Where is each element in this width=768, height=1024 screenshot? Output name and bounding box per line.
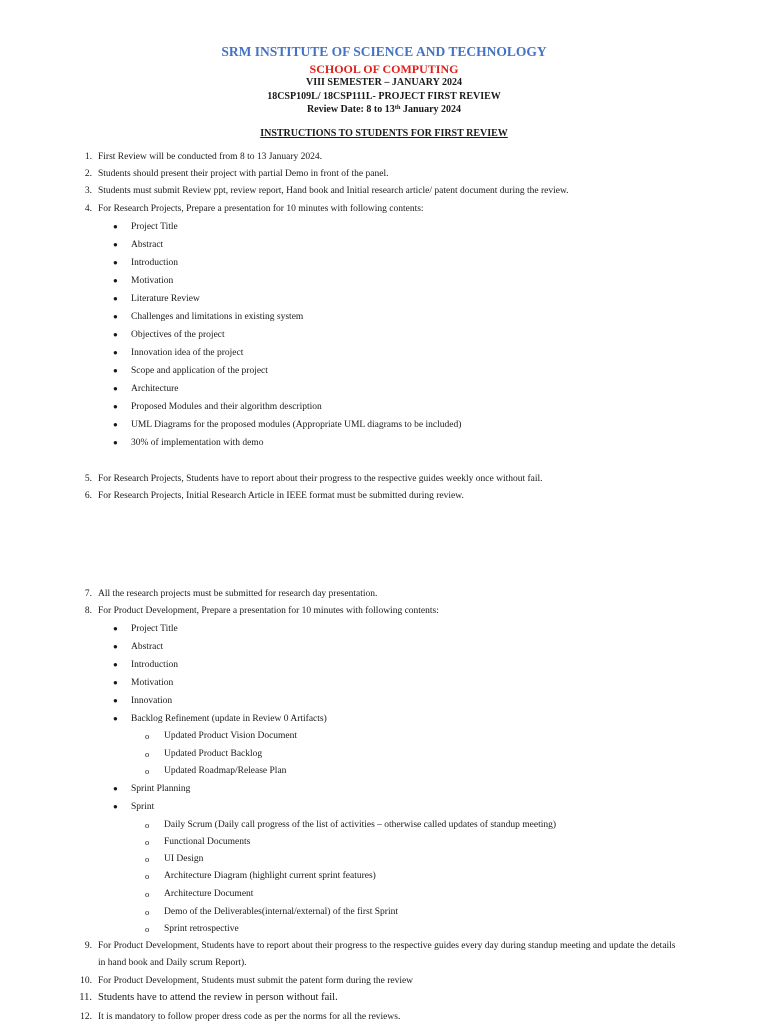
document-page: SRM INSTITUTE OF SCIENCE AND TECHNOLOGY SCHOOL OF COMPUTING VIII SEMESTER – JANUARY 2024 18CSP109L/ 18CSP111L- PROJECT FIRST REVIEW Review Date: 8 to 13th January 2024 INSTRUCTIONS TO STUDENTS FOR FIRST REVIEW 1. First Review will be conducted from 8 to 13 January 2024. 2. Students should present their project with partial Demo in front of the panel. 3. Students must submit Review ppt, review report, Hand book and Initial research article/ patent document during the review. 4. For Research Projects, Prepare a presentation for 10 minutes with following contents: ● Project Title ● Abstract ● Introduction ● Motivation ● Literature Review ● Challenges and limitations in existing system ● Objectives of the project ● Innovation idea of the project ● Scope and application of the project ● Architecture ● Proposed Modules and their algorithm description ● UML Diagrams for the proposed modules (Appropriate UML diagrams to be included) ● 30% of implementation with demo 5. For Research Projects, Students have to report about their progress to the respective guides weekly once without fail. 6. For Research Projects, Initial Research Article in IEEE format must be submitted during review. 7. All the research projects must be submitted for research day presentation. 8. For Product Development, Prepare a presentation for 10 minutes with following contents: ● Project Title ● Abstract ● Introduction ● Motivation ● Innovation ● Backlog Refinement (update in Review 0 Artifacts) o Updated Product Vision Document o Updated Product Backlog o Updated Roadmap/Release Plan ● Sprint Planning ● Sprint o Daily Scrum (Daily call progress of the list of activities – otherwise called updates of standup meeting) o Functional Documents o UI Design o Architecture Diagram (highlight current sprint features) o Architecture Document o Demo of the Deliverables(internal/external) of the first Sprint o Sprint retrospective 9. For Product Development, Students have to report about their progress to the respective guides every day during standup meeting and update the details in hand book and Daily scrum Report). 10. For Product Development, Students must submit the patent form during the review 11. Students have to attend the review in person without fail. 12. It is mandatory to follow proper dress code as per the norms for all the reviews. — [0, 0, 768, 1024]
review-date: Review Date: 8 to 13th January 2024 — [306, 104, 462, 115]
semester-line: VIII SEMESTER – JANUARY 2024 — [306, 77, 462, 88]
school-title: SCHOOL OF COMPUTING — [309, 62, 459, 76]
institution-title: SRM INSTITUTE OF SCIENCE AND TECHNOLOGY — [221, 44, 547, 59]
instructions-heading: INSTRUCTIONS TO STUDENTS FOR FIRST REVIEW — [260, 128, 508, 139]
course-line: 18CSP109L/ 18CSP111L- PROJECT FIRST REVIEW — [267, 91, 501, 102]
